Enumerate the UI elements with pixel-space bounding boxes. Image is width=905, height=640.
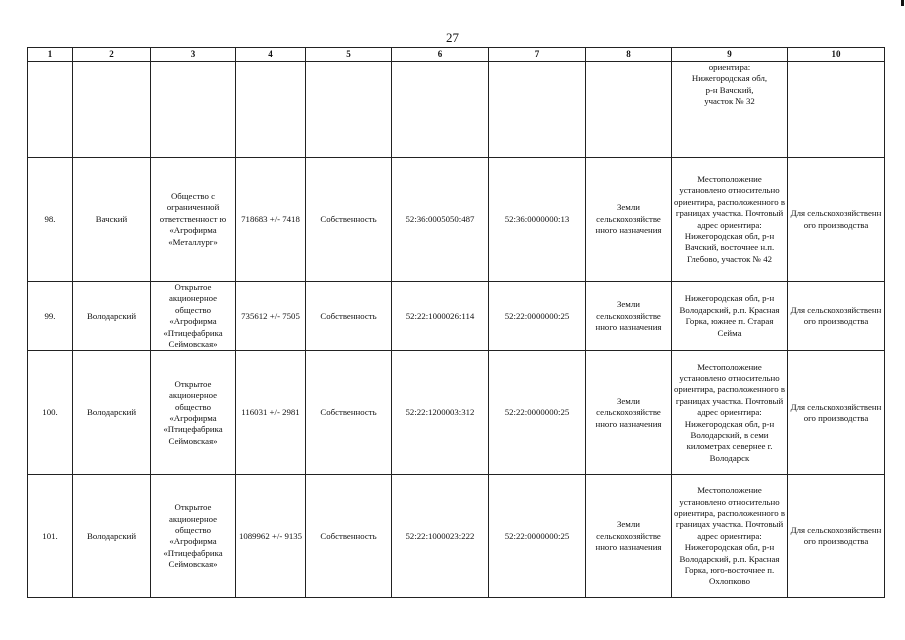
edge-mark [901,0,904,6]
col-header: 5 [306,48,392,62]
owner-cell: Открытое акционерное общество «Агрофирма «Птицефабрика Сеймовская» [151,282,236,351]
district-cell: Володарский [73,351,151,475]
category-cell: Земли сельскохозяйстве нного назначения [586,282,672,351]
table-row [28,282,885,351]
location-cell: ориентира: Нижегородская обл, р-н Вачский, участок № 32 [672,62,788,158]
district-cell: Володарский [73,282,151,351]
right-cell: Собственность [306,158,392,282]
area-cell: 1089962 +/- 9135 [236,475,306,598]
district-cell: Вачский [73,158,151,282]
row-number: 100. [28,351,73,475]
area-cell: 735612 +/- 7505 [236,282,306,351]
district-cell: Володарский [73,475,151,598]
category-cell: Земли сельскохозяйстве нного назначения [586,475,672,598]
owner-cell: Общество с ограниченной ответственност ю «Агрофирма «Металлург» [151,158,236,282]
usage-cell: Для сельскохозяйственн ого производства [788,158,885,282]
row-number: 99. [28,282,73,351]
cadastral-number-cell: 52:22:1200003:312 [392,351,489,475]
quarter-cell: 52:36:0000000:13 [489,158,586,282]
col-header: 10 [788,48,885,62]
location-cell: Местоположение установлено относительно ориентира, расположенного в границах участка. Почтовый адрес ориентира: Нижегородская обл, р-н Володарский, в семи километрах севернее г. Володарск [672,351,788,475]
usage-cell: Для сельскохозяйственн ого производства [788,351,885,475]
owner-cell: Открытое акционерное общество «Агрофирма «Птицефабрика Сеймовская» [151,475,236,598]
cadastral-number-cell: 52:22:1000023:222 [392,475,489,598]
location-cell: Нижегородская обл, р-н Володарский, р.п. Красная Горка, южнее п. Старая Сейма [672,282,788,351]
col-header: 9 [672,48,788,62]
quarter-cell: 52:22:0000000:25 [489,282,586,351]
area-cell: 116031 +/- 2981 [236,351,306,475]
category-cell: Земли сельскохозяйстве нного назначения [586,351,672,475]
location-cell: Местоположение установлено относительно ориентира, расположенного в границах участка. Почтовый адрес ориентира: Нижегородская обл, р-н Вачский, восточнее н.п. Глебово, участок № 42 [672,158,788,282]
table-row-continuation [28,62,885,158]
col-header: 7 [489,48,586,62]
table-row [28,158,885,282]
right-cell: Собственность [306,282,392,351]
land-register-table [27,47,885,598]
owner-cell: Открытое акционерное общество «Агрофирма «Птицефабрика Сеймовская» [151,351,236,475]
col-header: 3 [151,48,236,62]
area-cell: 718683 +/- 7418 [236,158,306,282]
row-number: 101. [28,475,73,598]
usage-cell: Для сельскохозяйственн ого производства [788,475,885,598]
col-header: 2 [73,48,151,62]
usage-cell: Для сельскохозяйственн ого производства [788,282,885,351]
page-number: 27 [446,30,459,45]
table-row [28,351,885,475]
quarter-cell: 52:22:0000000:25 [489,475,586,598]
location-cell: Местоположение установлено относительно ориентира, расположенного в границах участка. Почтовый адрес ориентира: Нижегородская обл, р-н Володарский, р.п. Красная Горка, юго-восточнее п. Охлопково [672,475,788,598]
table-row [28,475,885,598]
cadastral-number-cell: 52:36:0005050:487 [392,158,489,282]
col-header: 8 [586,48,672,62]
cadastral-number-cell: 52:22:1000026:114 [392,282,489,351]
right-cell: Собственность [306,351,392,475]
col-header: 4 [236,48,306,62]
col-header: 1 [28,48,73,62]
category-cell: Земли сельскохозяйстве нного назначения [586,158,672,282]
right-cell: Собственность [306,475,392,598]
row-number: 98. [28,158,73,282]
col-header: 6 [392,48,489,62]
quarter-cell: 52:22:0000000:25 [489,351,586,475]
header-row [28,48,885,62]
